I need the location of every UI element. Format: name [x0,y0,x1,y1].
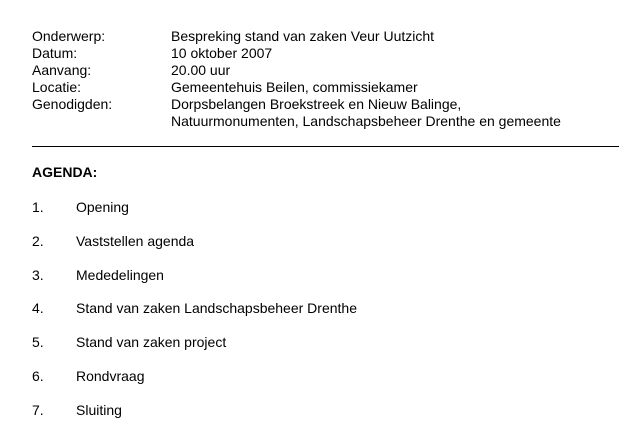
agenda-list [32,199,357,436]
subject-row [32,28,622,45]
location-value [171,79,622,96]
date-value [171,45,622,62]
agenda-item-number: 1. [32,199,44,215]
horizontal-divider [32,146,619,147]
agenda-item [32,267,357,301]
agenda-item [32,402,357,436]
subject-value [171,28,622,45]
agenda-item-text: Vaststellen agenda [76,232,195,249]
location-row [32,79,622,96]
agenda-item-text: Stand van zaken Landschapsbeheer Drenthe [76,300,357,317]
agenda-item-number: 7. [32,401,44,418]
agenda-item-text: Sluiting [76,401,122,418]
agenda-item-text: Stand van zaken project [76,334,227,351]
agenda-item [32,199,357,233]
meeting-details [32,28,622,130]
location-value-line: Gemeentehuis Beilen, commissiekamer [171,79,418,95]
invitees-value [171,96,622,130]
subject-label: Onderwerp: [32,28,106,44]
agenda-item-number: 6. [32,367,44,384]
agenda-heading: AGENDA: [32,164,98,180]
start-time-row [32,62,622,79]
invitees-row [32,96,622,130]
agenda-item [32,368,357,402]
agenda-item [32,233,357,267]
invitees-value-line-2: Natuurmonumenten, Landschapsbeheer Drenthe en gemeente [171,113,561,129]
agenda-item-text: Opening [76,199,129,215]
subject-value-line: Bespreking stand van zaken Veur Uutzicht [171,28,435,44]
location-label: Locatie: [32,79,82,95]
start-time-value [171,62,622,79]
agenda-item-number: 5. [32,334,44,351]
agenda-item-number: 4. [32,300,44,317]
invitees-label: Genodigden: [32,96,113,112]
start-time-value-line: 20.00 uur [171,62,231,78]
agenda-item [32,334,357,368]
date-value-line: 10 oktober 2007 [171,45,273,61]
date-row [32,45,622,62]
invitees-value-line-1: Dorpsbelangen Broekstreek en Nieuw Balinge, [171,96,462,112]
agenda-item-text: Mededelingen [76,266,164,283]
agenda-item-number: 2. [32,232,44,249]
start-time-label: Aanvang: [32,62,92,78]
date-label: Datum: [32,45,78,61]
agenda-item-number: 3. [32,266,44,283]
agenda-item [32,300,357,334]
agenda-item-text: Rondvraag [76,367,145,384]
